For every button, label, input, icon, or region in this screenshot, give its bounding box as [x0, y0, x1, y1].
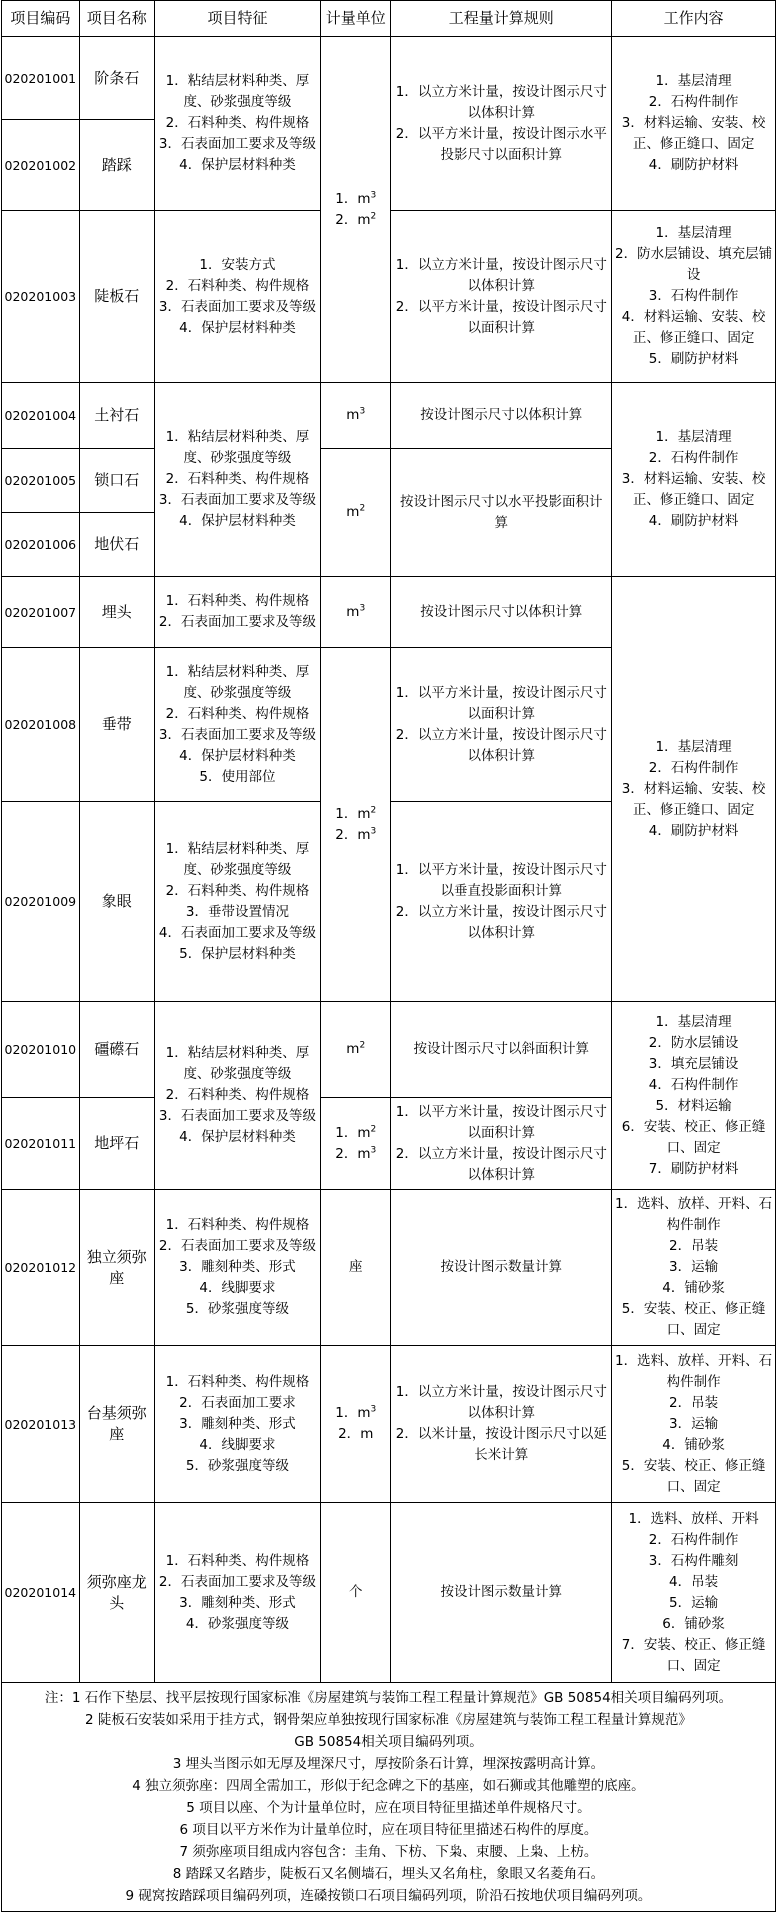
note-line: GB 50854相关项目编码列项。: [294, 1734, 483, 1750]
unit-exp: 3: [359, 603, 366, 613]
table-row: [2, 1346, 776, 1503]
note-line: 6 项目以平方米作为计量单位时，应在项目特征里描述石构件的厚度。: [179, 1822, 598, 1838]
item-features: 1．石料种类、构件规格 2．石表面加工要求及等级 3．雕刻种类、形式 4．线脚要求 5．砂浆强度等级: [154, 1190, 320, 1346]
unit-text: m: [357, 805, 371, 822]
item-code: 020201006: [2, 513, 80, 577]
table-row: [2, 1002, 776, 1098]
table-row: [2, 1190, 776, 1346]
unit-text: m: [346, 504, 360, 520]
item-rule: 按设计图示尺寸以体积计算: [391, 577, 612, 648]
item-name: 独立须弥座: [79, 1190, 154, 1346]
item-code: 020201005: [2, 449, 80, 513]
item-name: 埋头: [79, 577, 154, 648]
unit-text: m: [357, 211, 371, 228]
item-code: 020201003: [2, 211, 80, 383]
item-code: 020201004: [2, 383, 80, 449]
header-row: [2, 1, 776, 37]
item-work: 1．基层清理 2．石构件制作 3．材料运输、安装、校正、修正缝口、固定 4．刷防护材料: [612, 383, 776, 577]
item-features: 1．石料种类、构件规格 2．石表面加工要求及等级: [154, 577, 320, 648]
note-line: 2 陡板石安装如采用于挂方式，钢骨架应单独按现行国家标准《房屋建筑与装饰工程工程量计算规范》: [85, 1712, 692, 1728]
item-features: 1．粘结层材料种类、厚度、砂浆强度等级 2．石料种类、构件规格 3．石表面加工要求及等级 4．保护层材料种类: [154, 1002, 320, 1190]
item-features: 1．粘结层材料种类、厚度、砂浆强度等级 2．石料种类、构件规格 3．石表面加工要求及等级 4．保护层材料种类 5．使用部位: [154, 648, 320, 802]
unit-text: m: [346, 1041, 360, 1057]
table-row: [2, 37, 776, 120]
unit-exp: 3: [370, 1145, 377, 1155]
item-unit: [321, 383, 391, 449]
item-rule: 1．以立方米计量，按设计图示尺寸以体积计算 2．以平方米计量，按设计图示尺寸以面积计算: [391, 211, 612, 383]
item-work: 1．选料、放样、开料、石构件制作 2．吊装 3．运输 4．铺砂浆 5．安装、校正、修正缝口、固定: [612, 1190, 776, 1346]
unit-text: m: [357, 1145, 371, 1162]
unit-prefix: 1．: [335, 1124, 358, 1141]
note-line: 8 踏踩又名踏步，陡板石又名侧墙石，埋头又名角柱，象眼又名菱角石。: [172, 1866, 605, 1882]
item-name: 象眼: [79, 802, 154, 1002]
item-work: 1．基层清理 2．石构件制作 3．材料运输、安装、校正、修正缝口、固定 4．刷防护材料: [612, 37, 776, 211]
item-features: 1．石料种类、构件规格 2．石表面加工要求 3．雕刻种类、形式 4．线脚要求 5．砂浆强度等级: [154, 1346, 320, 1503]
unit-prefix: 1．: [335, 805, 358, 822]
item-work: 1．选料、放样、开料、石构件制作 2．吊装 3．运输 4．铺砂浆 5．安装、校正、修正缝口、固定: [612, 1346, 776, 1503]
item-name: 台基须弥座: [79, 1346, 154, 1503]
item-code: 020201007: [2, 577, 80, 648]
quantity-table: [1, 0, 776, 1683]
unit-exp: 3: [370, 826, 377, 836]
item-unit: [321, 648, 391, 1002]
item-unit: [321, 1098, 391, 1190]
item-rule: 1．以立方米计量，按设计图示尺寸以体积计算 2．以米计量，按设计图示尺寸以延长米计算: [391, 1346, 612, 1503]
note-line: 7 须弥座项目组成内容包含：圭角、下枋、下枭、束腰、上枭、上枋。: [179, 1844, 598, 1860]
item-rule: 按设计图示数量计算: [391, 1503, 612, 1683]
item-unit: [321, 37, 391, 383]
item-rule: 1．以平方米计量，按设计图示尺寸以面积计算 2．以立方米计量，按设计图示尺寸以体积计算: [391, 648, 612, 802]
item-rule: 1．以平方米计量，按设计图示尺寸以垂直投影面积计算 2．以立方米计量，按设计图示尺寸以体积计算: [391, 802, 612, 1002]
unit-prefix: 2．: [335, 1145, 358, 1162]
item-unit: [321, 449, 391, 577]
item-work: 1．基层清理 2．防水层铺设 3．填充层铺设 4．石构件制作 5．材料运输 6．安装、校正、修正缝口、固定 7．刷防护材料: [612, 1002, 776, 1190]
unit-exp: 2: [370, 211, 377, 221]
item-code: 020201012: [2, 1190, 80, 1346]
item-name: 须弥座龙头: [79, 1503, 154, 1683]
item-code: 020201008: [2, 648, 80, 802]
header-rule: 工程量计算规则: [391, 1, 612, 37]
item-rule: 按设计图示尺寸以斜面积计算: [391, 1002, 612, 1098]
item-unit: [321, 1346, 391, 1503]
unit-text: m: [357, 190, 371, 207]
item-name: 礓礤石: [79, 1002, 154, 1098]
unit-exp: 3: [370, 1404, 377, 1415]
item-name: 陡板石: [79, 211, 154, 383]
item-features: 1．粘结层材料种类、厚度、砂浆强度等级 2．石料种类、构件规格 3．石表面加工要求及等级 4．保护层材料种类: [154, 37, 320, 211]
table-notes: [1, 1683, 776, 1912]
item-rule: 按设计图示数量计算: [391, 1190, 612, 1346]
note-line: 3 埋头当图示如无厚及埋深尺寸，厚按阶条石计算，埋深按露明高计算。: [172, 1756, 605, 1772]
unit-prefix: 1．: [335, 190, 358, 207]
item-features: 1．石料种类、构件规格 2．石表面加工要求及等级 3．雕刻种类、形式 4．砂浆强度等级: [154, 1503, 320, 1683]
item-work: 1．基层清理 2．石构件制作 3．材料运输、安装、校正、修正缝口、固定 4．刷防护材料: [612, 577, 776, 1002]
unit-exp: 2: [359, 1040, 366, 1051]
item-features: 1．粘结层材料种类、厚度、砂浆强度等级 2．石料种类、构件规格 3．石表面加工要求及等级 4．保护层材料种类: [154, 383, 320, 577]
unit-prefix: 2．: [338, 1426, 361, 1442]
item-name: 垂带: [79, 648, 154, 802]
header-work: 工作内容: [612, 1, 776, 37]
unit-exp: 2: [370, 805, 377, 815]
unit-exp: 2: [359, 503, 366, 514]
unit-text: m: [346, 407, 360, 423]
item-name: 踏踩: [79, 120, 154, 211]
unit-text: m: [357, 1405, 371, 1421]
item-features: 1．粘结层材料种类、厚度、砂浆强度等级 2．石料种类、构件规格 3．垂带设置情况 4．石表面加工要求及等级 5．保护层材料种类: [154, 802, 320, 1002]
item-name: 地坪石: [79, 1098, 154, 1190]
header-code: 项目编码: [2, 1, 80, 37]
item-features: 1．安装方式 2．石料种类、构件规格 3．石表面加工要求及等级 4．保护层材料种类: [154, 211, 320, 383]
unit-exp: 3: [359, 406, 366, 417]
item-unit: [321, 577, 391, 648]
unit-prefix: 2．: [335, 826, 358, 843]
unit-exp: 2: [370, 1124, 377, 1134]
unit-text: m: [346, 603, 360, 620]
item-code: 020201001: [2, 37, 80, 120]
unit-text: m: [360, 1426, 374, 1442]
item-rule: 1．以平方米计量，按设计图示尺寸以面积计算 2．以立方米计量，按设计图示尺寸以体积计算: [391, 1098, 612, 1190]
unit-text: m: [357, 1124, 371, 1141]
item-name: 地伏石: [79, 513, 154, 577]
header-unit: 计量单位: [321, 1, 391, 37]
note-line: 9 砚窝按踏踩项目编码列项，连磉按锁口石项目编码列项，阶沿石按地伏项目编码列项。: [125, 1888, 652, 1904]
item-name: 土衬石: [79, 383, 154, 449]
unit-text: m: [357, 826, 371, 843]
header-name: 项目名称: [79, 1, 154, 37]
item-code: 020201010: [2, 1002, 80, 1098]
unit-prefix: 2．: [335, 211, 358, 228]
note-line: 4 独立须弥座：四周全需加工，形似于纪念碑之下的基座，如石狮或其他雕塑的底座。: [132, 1778, 645, 1794]
item-unit: 座: [321, 1190, 391, 1346]
item-name: 锁口石: [79, 449, 154, 513]
item-rule: 按设计图示尺寸以体积计算: [391, 383, 612, 449]
item-work: 1．选料、放样、开料 2．石构件制作 3．石构件雕刻 4．吊装 5．运输 6．铺砂浆 7．安装、校正、修正缝口、固定: [612, 1503, 776, 1683]
table-row: [2, 577, 776, 648]
table-row: [2, 383, 776, 449]
note-line: 5 项目以座、个为计量单位时，应在项目特征里描述单件规格尺寸。: [186, 1800, 591, 1816]
item-work: 1．基层清理 2．防水层铺设、填充层铺设 3．石构件制作 4．材料运输、安装、校正、修正缝口、固定 5．刷防护材料: [612, 211, 776, 383]
item-rule: 按设计图示尺寸以水平投影面积计算: [391, 449, 612, 577]
item-code: 020201014: [2, 1503, 80, 1683]
item-code: 020201002: [2, 120, 80, 211]
item-code: 020201013: [2, 1346, 80, 1503]
item-unit: [321, 1002, 391, 1098]
item-code: 020201011: [2, 1098, 80, 1190]
table-row: [2, 1503, 776, 1683]
item-unit: 个: [321, 1503, 391, 1683]
header-features: 项目特征: [154, 1, 320, 37]
note-line: 注：1 石作下垫层、找平层按现行国家标准《房屋建筑与装饰工程工程量计算规范》GB 50854相关项目编码列项。: [44, 1690, 733, 1706]
item-name: 阶条石: [79, 37, 154, 120]
unit-prefix: 1．: [335, 1405, 358, 1421]
item-code: 020201009: [2, 802, 80, 1002]
item-rule: 1．以立方米计量，按设计图示尺寸以体积计算 2．以平方米计量，按设计图示水平投影尺寸以面积计算: [391, 37, 612, 211]
unit-exp: 3: [370, 190, 377, 200]
